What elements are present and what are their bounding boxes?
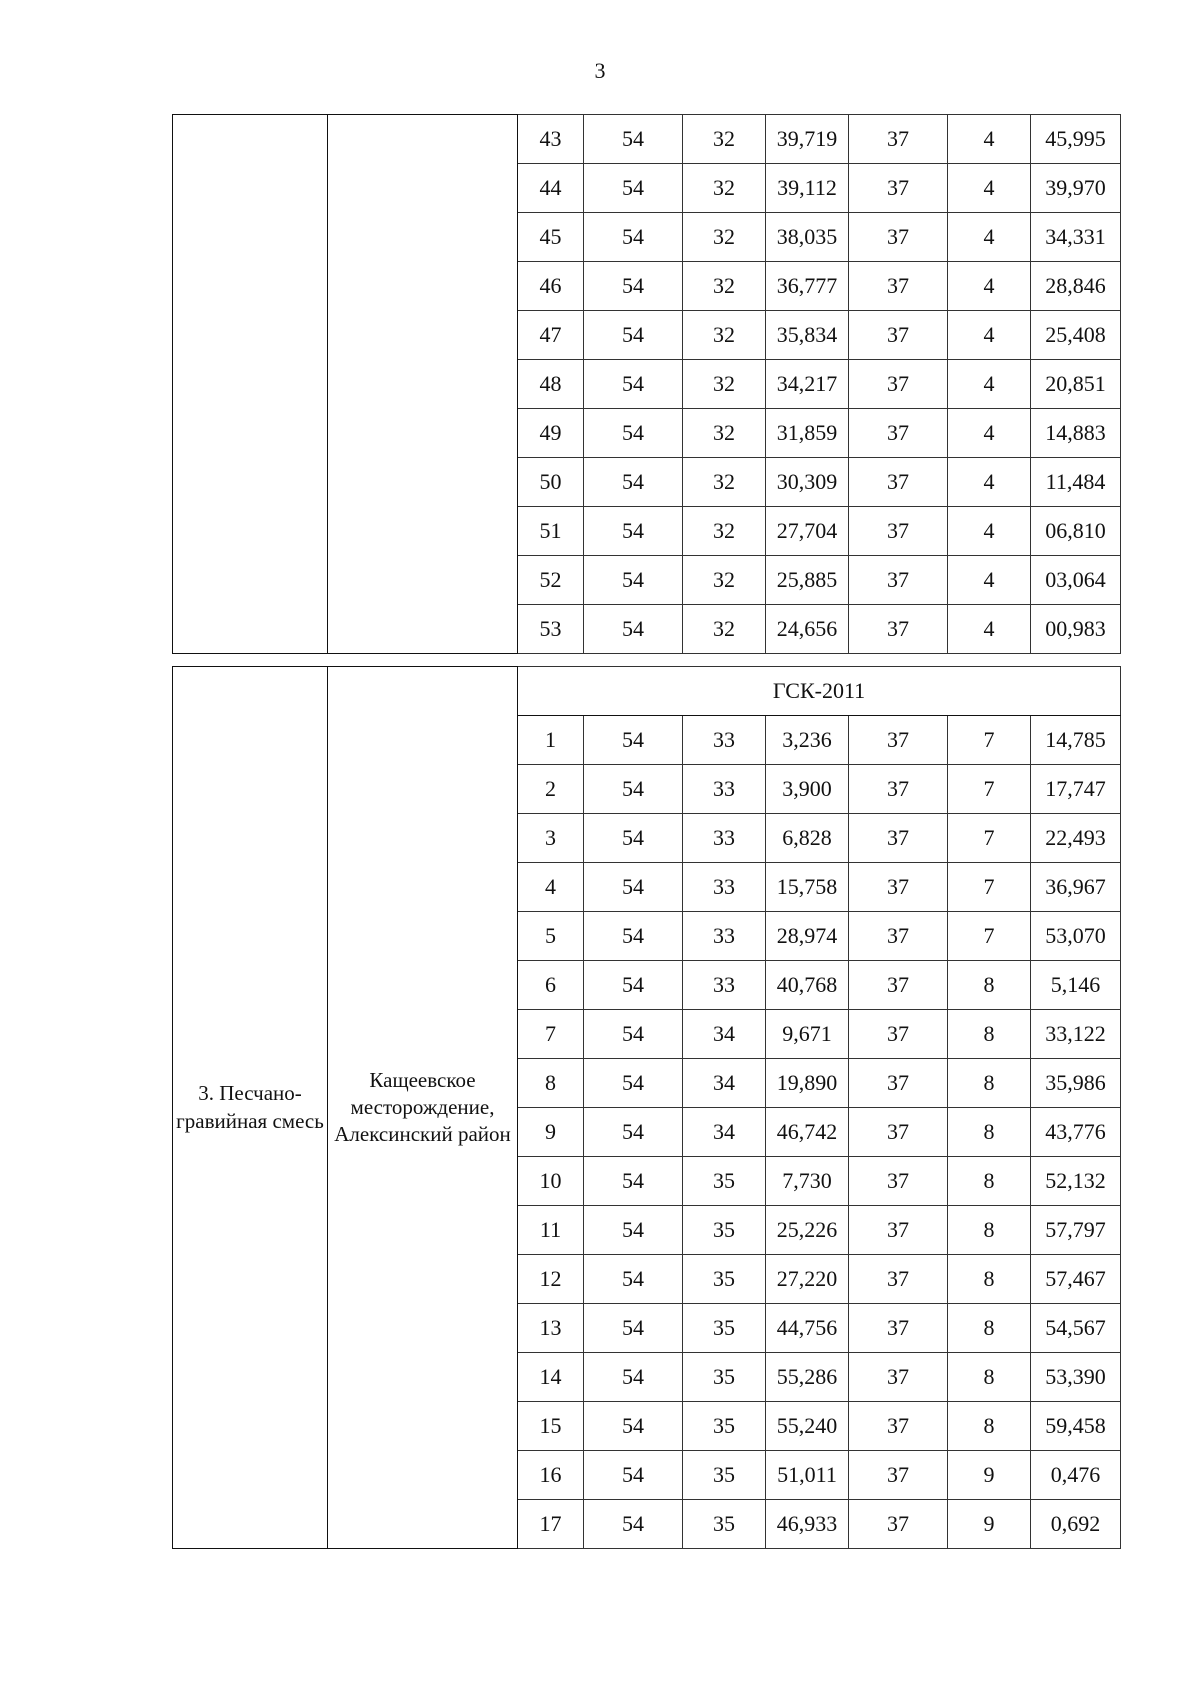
lon-minutes-cell: 7 [948,765,1031,814]
point-number-cell: 51 [518,507,584,556]
lon-minutes-cell: 4 [948,164,1031,213]
lat-seconds-cell: 30,309 [766,458,849,507]
lon-seconds-cell: 43,776 [1031,1108,1121,1157]
lon-seconds-cell: 34,331 [1031,213,1121,262]
lat-seconds-cell: 39,719 [766,115,849,164]
point-number-cell: 3 [518,814,584,863]
point-number-cell: 44 [518,164,584,213]
lat-degrees-cell: 54 [584,912,683,961]
system-header-row [173,667,1121,716]
point-number-cell: 9 [518,1108,584,1157]
lon-seconds-cell: 53,070 [1031,912,1121,961]
lon-degrees-cell: 37 [849,409,948,458]
lon-minutes-cell: 7 [948,814,1031,863]
lat-minutes-cell: 35 [683,1255,766,1304]
point-number-cell: 1 [518,716,584,765]
lat-seconds-cell: 7,730 [766,1157,849,1206]
point-number-cell: 7 [518,1010,584,1059]
lat-degrees-cell: 54 [584,1059,683,1108]
lat-degrees-cell: 54 [584,1500,683,1549]
lon-seconds-cell: 54,567 [1031,1304,1121,1353]
point-number-cell: 4 [518,863,584,912]
lon-seconds-cell: 57,797 [1031,1206,1121,1255]
lon-degrees-cell: 37 [849,311,948,360]
lat-minutes-cell: 32 [683,115,766,164]
lat-degrees-cell: 54 [584,409,683,458]
lat-seconds-cell: 15,758 [766,863,849,912]
lon-seconds-cell: 5,146 [1031,961,1121,1010]
lon-degrees-cell: 37 [849,1010,948,1059]
lon-seconds-cell: 0,692 [1031,1500,1121,1549]
lat-degrees-cell: 54 [584,1206,683,1255]
lat-degrees-cell: 54 [584,1304,683,1353]
lat-seconds-cell: 51,011 [766,1451,849,1500]
lon-seconds-cell: 14,883 [1031,409,1121,458]
lon-degrees-cell: 37 [849,1108,948,1157]
lon-seconds-cell: 36,967 [1031,863,1121,912]
lon-minutes-cell: 7 [948,863,1031,912]
lon-seconds-cell: 17,747 [1031,765,1121,814]
lat-minutes-cell: 35 [683,1304,766,1353]
lat-minutes-cell: 32 [683,556,766,605]
lon-minutes-cell: 8 [948,1402,1031,1451]
lat-degrees-cell: 54 [584,1010,683,1059]
lon-seconds-cell: 22,493 [1031,814,1121,863]
coordinate-system-header: ГСК-2011 [518,667,1121,716]
lat-degrees-cell: 54 [584,360,683,409]
lat-minutes-cell: 33 [683,863,766,912]
lon-seconds-cell: 33,122 [1031,1010,1121,1059]
lon-seconds-cell: 35,986 [1031,1059,1121,1108]
lon-degrees-cell: 37 [849,458,948,507]
point-number-cell: 17 [518,1500,584,1549]
lon-degrees-cell: 37 [849,1500,948,1549]
lat-minutes-cell: 32 [683,360,766,409]
lat-minutes-cell: 33 [683,912,766,961]
lat-seconds-cell: 39,112 [766,164,849,213]
lon-minutes-cell: 4 [948,262,1031,311]
lat-seconds-cell: 27,704 [766,507,849,556]
lon-minutes-cell: 4 [948,213,1031,262]
coordinates-table-sand-gravel [172,666,1121,1549]
lon-minutes-cell: 8 [948,1353,1031,1402]
lon-degrees-cell: 37 [849,115,948,164]
lat-degrees-cell: 54 [584,115,683,164]
lat-minutes-cell: 32 [683,164,766,213]
point-number-cell: 10 [518,1157,584,1206]
lat-seconds-cell: 46,742 [766,1108,849,1157]
point-number-cell: 15 [518,1402,584,1451]
lat-seconds-cell: 25,885 [766,556,849,605]
lat-degrees-cell: 54 [584,164,683,213]
lon-seconds-cell: 06,810 [1031,507,1121,556]
point-number-cell: 46 [518,262,584,311]
lat-seconds-cell: 44,756 [766,1304,849,1353]
lon-minutes-cell: 9 [948,1500,1031,1549]
lon-minutes-cell: 7 [948,912,1031,961]
point-number-cell: 12 [518,1255,584,1304]
point-number-cell: 49 [518,409,584,458]
lat-seconds-cell: 3,900 [766,765,849,814]
lat-seconds-cell: 55,286 [766,1353,849,1402]
lon-minutes-cell: 8 [948,1206,1031,1255]
lon-seconds-cell: 59,458 [1031,1402,1121,1451]
lon-degrees-cell: 37 [849,765,948,814]
lon-degrees-cell: 37 [849,1059,948,1108]
lat-degrees-cell: 54 [584,961,683,1010]
lon-seconds-cell: 20,851 [1031,360,1121,409]
lat-minutes-cell: 35 [683,1157,766,1206]
point-number-cell: 2 [518,765,584,814]
lat-seconds-cell: 38,035 [766,213,849,262]
lon-minutes-cell: 8 [948,1059,1031,1108]
lat-degrees-cell: 54 [584,1255,683,1304]
lon-minutes-cell: 8 [948,1255,1031,1304]
lat-seconds-cell: 27,220 [766,1255,849,1304]
point-number-cell: 5 [518,912,584,961]
lat-minutes-cell: 33 [683,765,766,814]
lon-degrees-cell: 37 [849,863,948,912]
point-number-cell: 11 [518,1206,584,1255]
lon-degrees-cell: 37 [849,507,948,556]
lat-minutes-cell: 32 [683,458,766,507]
point-number-cell: 48 [518,360,584,409]
lon-minutes-cell: 4 [948,360,1031,409]
lat-seconds-cell: 6,828 [766,814,849,863]
lat-minutes-cell: 32 [683,213,766,262]
lat-minutes-cell: 33 [683,961,766,1010]
lon-degrees-cell: 37 [849,213,948,262]
deposit-cell: Кащеевское месторождение, Алексинский район [328,667,518,1549]
lat-minutes-cell: 33 [683,814,766,863]
lat-minutes-cell: 32 [683,311,766,360]
lon-degrees-cell: 37 [849,1255,948,1304]
lat-degrees-cell: 54 [584,1108,683,1157]
lat-degrees-cell: 54 [584,765,683,814]
point-number-cell: 14 [518,1353,584,1402]
lat-degrees-cell: 54 [584,458,683,507]
lon-seconds-cell: 25,408 [1031,311,1121,360]
point-number-cell: 52 [518,556,584,605]
lon-degrees-cell: 37 [849,164,948,213]
lat-seconds-cell: 55,240 [766,1402,849,1451]
lon-minutes-cell: 4 [948,409,1031,458]
lat-minutes-cell: 32 [683,605,766,654]
point-number-cell: 53 [518,605,584,654]
lat-seconds-cell: 3,236 [766,716,849,765]
lon-minutes-cell: 9 [948,1451,1031,1500]
lon-seconds-cell: 39,970 [1031,164,1121,213]
point-number-cell: 8 [518,1059,584,1108]
point-number-cell: 6 [518,961,584,1010]
lon-seconds-cell: 0,476 [1031,1451,1121,1500]
point-number-cell: 16 [518,1451,584,1500]
lat-degrees-cell: 54 [584,213,683,262]
lat-minutes-cell: 32 [683,409,766,458]
lon-degrees-cell: 37 [849,1157,948,1206]
lat-seconds-cell: 36,777 [766,262,849,311]
material-cell [173,115,328,654]
lon-minutes-cell: 8 [948,961,1031,1010]
lon-degrees-cell: 37 [849,1206,948,1255]
lat-degrees-cell: 54 [584,863,683,912]
lat-minutes-cell: 34 [683,1010,766,1059]
point-number-cell: 13 [518,1304,584,1353]
lat-degrees-cell: 54 [584,605,683,654]
lat-seconds-cell: 28,974 [766,912,849,961]
lat-seconds-cell: 19,890 [766,1059,849,1108]
lat-seconds-cell: 34,217 [766,360,849,409]
lon-minutes-cell: 4 [948,605,1031,654]
lon-degrees-cell: 37 [849,605,948,654]
lat-minutes-cell: 35 [683,1353,766,1402]
lon-minutes-cell: 7 [948,716,1031,765]
lat-seconds-cell: 31,859 [766,409,849,458]
lon-seconds-cell: 03,064 [1031,556,1121,605]
lon-minutes-cell: 4 [948,507,1031,556]
lat-degrees-cell: 54 [584,716,683,765]
lon-degrees-cell: 37 [849,814,948,863]
lon-minutes-cell: 8 [948,1108,1031,1157]
lat-minutes-cell: 33 [683,716,766,765]
lon-seconds-cell: 14,785 [1031,716,1121,765]
lat-minutes-cell: 35 [683,1500,766,1549]
lat-degrees-cell: 54 [584,1353,683,1402]
point-number-cell: 50 [518,458,584,507]
lat-minutes-cell: 34 [683,1108,766,1157]
lon-degrees-cell: 37 [849,556,948,605]
lat-degrees-cell: 54 [584,311,683,360]
lon-minutes-cell: 8 [948,1010,1031,1059]
lat-seconds-cell: 25,226 [766,1206,849,1255]
lon-minutes-cell: 4 [948,458,1031,507]
coordinates-table-continuation [172,114,1121,654]
page-number: 3 [594,58,606,83]
lat-minutes-cell: 35 [683,1402,766,1451]
point-number-cell: 43 [518,115,584,164]
lat-seconds-cell: 24,656 [766,605,849,654]
lon-seconds-cell: 57,467 [1031,1255,1121,1304]
lon-minutes-cell: 4 [948,556,1031,605]
point-number-cell: 47 [518,311,584,360]
lat-minutes-cell: 35 [683,1451,766,1500]
deposit-cell [328,115,518,654]
lon-minutes-cell: 8 [948,1304,1031,1353]
lon-seconds-cell: 52,132 [1031,1157,1121,1206]
lat-degrees-cell: 54 [584,1451,683,1500]
lat-seconds-cell: 40,768 [766,961,849,1010]
lat-degrees-cell: 54 [584,507,683,556]
lat-seconds-cell: 35,834 [766,311,849,360]
lat-degrees-cell: 54 [584,814,683,863]
lon-degrees-cell: 37 [849,262,948,311]
lon-degrees-cell: 37 [849,1451,948,1500]
lon-seconds-cell: 28,846 [1031,262,1121,311]
lat-degrees-cell: 54 [584,1402,683,1451]
lon-degrees-cell: 37 [849,716,948,765]
lon-minutes-cell: 4 [948,115,1031,164]
lat-minutes-cell: 32 [683,262,766,311]
lon-seconds-cell: 45,995 [1031,115,1121,164]
lat-minutes-cell: 35 [683,1206,766,1255]
lat-minutes-cell: 34 [683,1059,766,1108]
lon-degrees-cell: 37 [849,912,948,961]
lat-degrees-cell: 54 [584,556,683,605]
point-number-cell: 45 [518,213,584,262]
lon-degrees-cell: 37 [849,1402,948,1451]
lat-seconds-cell: 46,933 [766,1500,849,1549]
lon-degrees-cell: 37 [849,1353,948,1402]
lat-seconds-cell: 9,671 [766,1010,849,1059]
lat-degrees-cell: 54 [584,262,683,311]
material-cell: 3. Песчано-гравийная смесь [173,667,328,1549]
lat-degrees-cell: 54 [584,1157,683,1206]
lon-seconds-cell: 00,983 [1031,605,1121,654]
lat-minutes-cell: 32 [683,507,766,556]
table-row [173,115,1121,164]
lon-seconds-cell: 11,484 [1031,458,1121,507]
lon-minutes-cell: 8 [948,1157,1031,1206]
lon-minutes-cell: 4 [948,311,1031,360]
lon-degrees-cell: 37 [849,961,948,1010]
lon-degrees-cell: 37 [849,360,948,409]
lon-degrees-cell: 37 [849,1304,948,1353]
lon-seconds-cell: 53,390 [1031,1353,1121,1402]
